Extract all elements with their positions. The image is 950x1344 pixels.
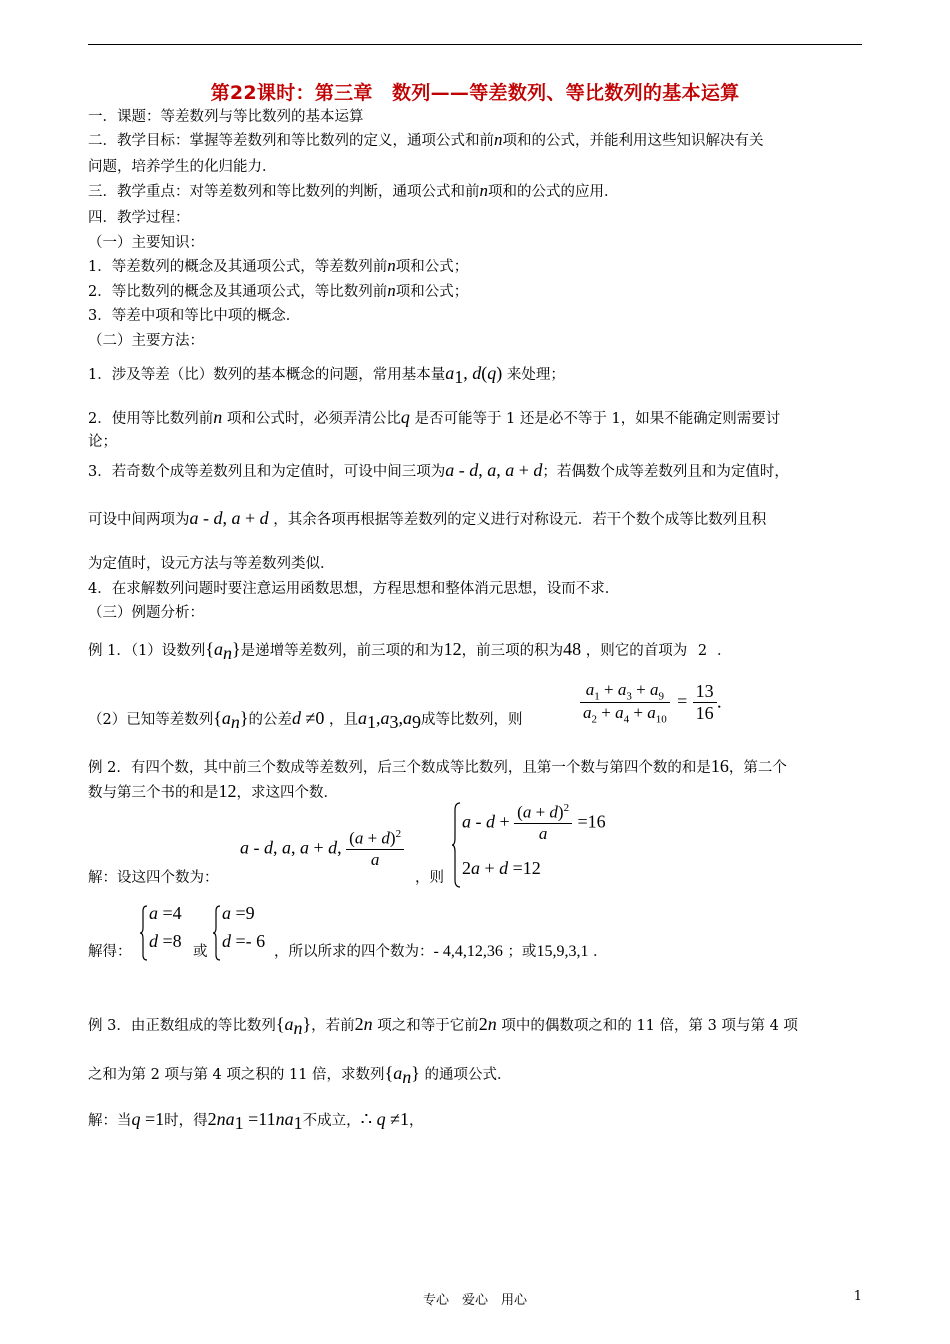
solution-set-2: a =9 d =- 6: [213, 903, 283, 961]
page-title: 第22课时：第三章 数列——等差数列、等比数列的基本运算: [210, 82, 740, 104]
example-2-cont: 数与第三个书的和是12，求这四个数．: [88, 781, 338, 801]
method-2-cont: 论；: [88, 434, 117, 450]
method-3: 3．若奇数个成等差数列且和为定值时，可设中间三项为a - d, a, a + d；若偶数个成等差数列且和为定值时，: [88, 460, 789, 480]
knowledge-item-1: 1．等差数列的概念及其通项公式，等差数列前n项和公式；: [88, 256, 469, 275]
method-3-cont: 可设中间两项为a - d, a + d ，其余各项再根据等差数列的定义进行对称设元．若干个数个成等比数列且积: [88, 508, 767, 528]
knowledge-heading: （一）主要知识：: [88, 235, 204, 251]
left-brace-icon: [452, 802, 462, 888]
example-1-part-1: 例 1．（1）设数列$\{a_n\}$是递增等差数列，前三项的和为12，前三项的积为48 ，则它的首项为 2 ．: [88, 639, 732, 663]
example-3: 例 3．由正数组成的等比数列$\{a_n\}$，若前2n 项之和等于它前2n 项中的偶数项之和的 11 倍，第 3 项与第 4 项: [88, 1014, 798, 1038]
method-4: 4．在求解数列问题时要注意运用函数思想，方程思想和整体消元思想，设而不求．: [88, 581, 620, 597]
method-2: 2．使用等比数列前n 项和公式时，必须弄清公比q 是否可能等于 1 还是必不等于 1，如果不能确定则需要讨: [88, 407, 781, 427]
methods-heading: （二）主要方法：: [88, 333, 204, 349]
knowledge-item-3: 3．等差中项和等比中项的概念．: [88, 308, 301, 324]
solution-2-setup: 解：设这四个数为：: [88, 870, 219, 886]
section-goals: 二．教学目标：掌握等差数列和等比数列的定义，通项公式和前n项和的公式，并能利用这些知识解决有关: [88, 130, 764, 149]
example-2: 例 2．有四个数，其中前三个数成等差数列，后三个数成等比数列，且第一个数与第四个数的和是16，第二个: [88, 756, 787, 776]
solution-2-then: ，则: [415, 870, 444, 886]
example-1-fraction: $\frac{a_1 + a_3 + a_9}{a_2 + a_4 + a_{10}}$ = $\frac{13}{16}$ ．: [580, 680, 734, 726]
method-3-cont2: 为定值时，设元方法与等差数列类似．: [88, 556, 335, 572]
system-of-equations: a - d + $\frac{(a + d)^2}{a}$ =16 2a + d =12: [452, 800, 622, 890]
solution-2-expr: a - d, a, a + d, $\frac{(a + d)^2}{a}$: [240, 828, 404, 870]
solution-2-or: 或: [193, 944, 208, 960]
solution-2-answer: ，所以所求的四个数为：- 4,4,12,36 ；或15,9,3,1 ．: [274, 943, 608, 960]
page-number: 1: [853, 1289, 862, 1304]
header-rule: [88, 44, 862, 45]
solution-2-result-label: 解得：: [88, 944, 132, 960]
section-focus: 三．教学重点：对等差数列和等比数列的判断，通项公式和前n项和的公式的应用．: [88, 181, 619, 200]
solution-3: 解：当q =1时，得$2na_1 =11na_1$不成立，∴ q ≠1，: [88, 1109, 424, 1133]
section-goals-cont: 问题，培养学生的化归能力．: [88, 159, 277, 175]
left-brace-icon: [213, 905, 221, 961]
footer-motto: 专心 爱心 用心: [422, 1293, 527, 1308]
method-1: 1．涉及等差（比）数列的基本概念的问题，常用基本量$a_1$, d(q) 来处理；: [88, 363, 565, 387]
left-brace-icon: [140, 905, 148, 961]
section-topic: 一．课题：等差数列与等比数列的基本运算: [88, 109, 364, 125]
knowledge-item-2: 2．等比数列的概念及其通项公式，等比数列前n项和公式；: [88, 281, 469, 300]
section-process: 四．教学过程：: [88, 210, 190, 226]
example-3-cont: 之和为第 2 项与第 4 项之积的 11 倍，求数列$\{a_n\}$ 的通项公式．: [88, 1063, 512, 1087]
example-1-part-2: （2）已知等差数列$\{a_n\}$的公差d ≠0 ，且$a_1,a_3,a_9$成等比数列，则: [88, 708, 523, 732]
solution-set-1: a =4 d =8: [140, 903, 200, 961]
examples-heading: （三）例题分析：: [88, 605, 204, 621]
